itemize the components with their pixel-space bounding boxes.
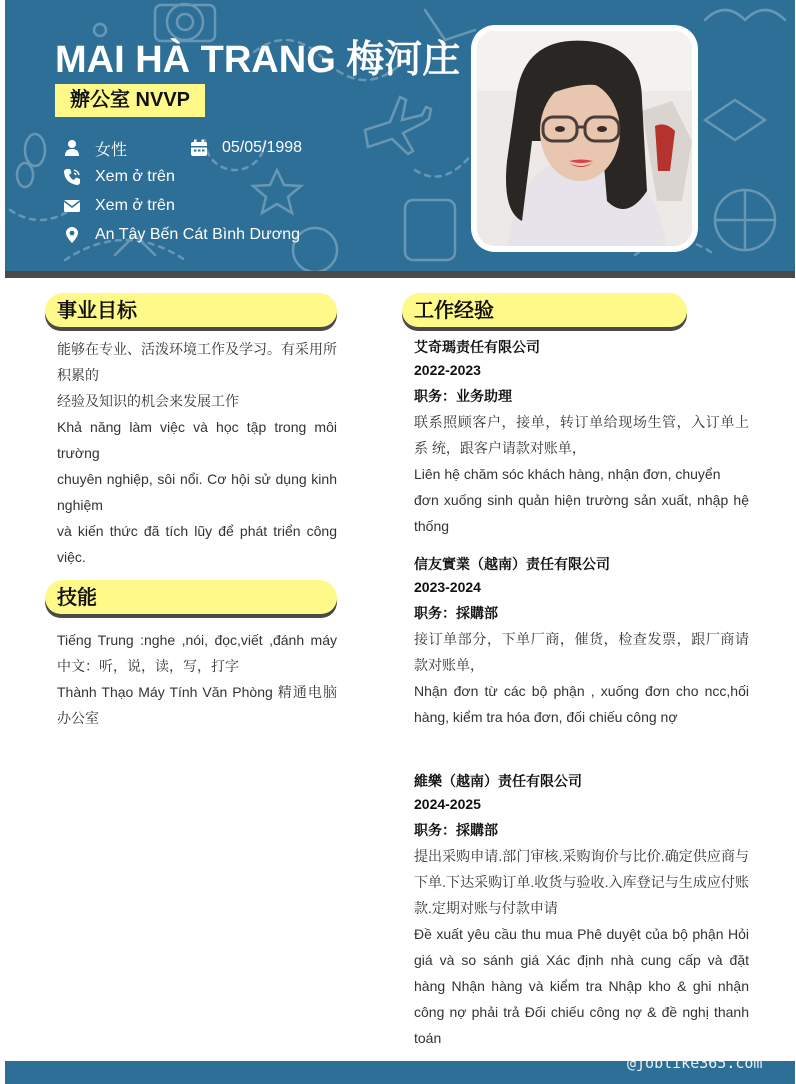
candidate-name: MAI HÀ TRANG 梅河庄 <box>55 39 461 81</box>
job-entry <box>414 770 749 1051</box>
job-description-line: Đề xuất yêu cầu thu mua Phê duyệt của bộ phận Hỏi giá và so sánh giá Xác định nhà cung cấp và đặt hàng Nhận hàng và kiểm tra Nhập kho & ghi nhận công nợ phải trả Đối chiếu công nợ & đề nghị thanh toán <box>414 926 749 1046</box>
resume-page <box>5 0 795 1084</box>
calendar-icon <box>190 139 208 157</box>
skill-line: Thành Thạo Máy Tính Văn Phòng 精通电脑办公室 <box>57 684 337 726</box>
skills-section-title: 技能 <box>45 580 337 614</box>
job-description-line: 接订单部分，下单厂商，催货，检查发票，跟厂商请款对账单， <box>414 631 749 673</box>
watermark-text: @joblike365.com <box>627 1054 763 1072</box>
job-years: 2024-2025 <box>414 796 481 812</box>
birthday-row <box>190 136 302 160</box>
job-title-badge: 辦公室 NVVP <box>55 84 205 117</box>
profile-photo-frame <box>471 25 698 252</box>
skills-text <box>57 627 337 731</box>
job-role: 职务：採購部 <box>414 605 498 621</box>
gender-value: 女性 <box>95 141 128 159</box>
job-description-line: 提出采购申请.部门审核.采购询价与比价.确定供应商与下单.下达采购订单.收货与验收.入库登记与生成应付账款.定期对账与付款申请 <box>414 848 749 916</box>
objective-line: Khả năng làm việc và học tập trong môi trường <box>57 419 337 461</box>
phone-icon <box>63 168 81 186</box>
location-pin-icon <box>63 226 81 244</box>
job-role: 职务：业务助理 <box>414 388 512 404</box>
header-divider-bar <box>5 271 795 278</box>
email-value: Xem ở trên <box>95 197 175 214</box>
address-value: An Tây Bến Cát Bình Dương <box>95 226 301 243</box>
company-name: 艾奇瑪责任有限公司 <box>414 339 540 355</box>
address-row <box>63 223 300 247</box>
email-row <box>63 194 175 218</box>
objective-text <box>57 336 337 570</box>
experience-section-title: 工作经验 <box>402 293 687 327</box>
job-description-line: Nhận đơn từ các bộ phận , xuống đơn cho ncc,hối hàng, kiểm tra hóa đơn, đối chiếu công nợ <box>414 683 749 725</box>
profile-photo <box>477 31 692 246</box>
objective-line: 经验及知识的机会来发展工作 <box>57 393 239 409</box>
phone-value: Xem ở trên <box>95 168 175 185</box>
objective-line: 能够在专业、活泼环境工作及学习。有采用所积累的 <box>57 341 337 383</box>
envelope-icon <box>63 197 81 215</box>
objective-line: và kiến thức đã tích lũy để phát triển công việc. <box>57 523 337 565</box>
objective-section-title: 事业目标 <box>45 293 337 327</box>
job-description-line: 联系照顾客户，接单，转订单给现场生管，入订单上系 统，跟客户请款对账单， <box>414 414 749 456</box>
job-description-line: Liên hệ chăm sóc khách hàng, nhận đơn, chuyển <box>414 466 721 482</box>
phone-row <box>63 165 175 189</box>
birthday-value: 05/05/1998 <box>222 139 303 156</box>
company-name: 維樂（越南）责任有限公司 <box>414 773 582 789</box>
job-role: 职务：採購部 <box>414 822 498 838</box>
person-icon <box>63 139 81 157</box>
objective-line: chuyên nghiệp, sôi nổi. Cơ hội sử dụng kinh nghiệm <box>57 471 337 513</box>
skill-line: Tiếng Trung :nghe ,nói, đọc,viết ,đánh máy 中文：听，说，读，写，打字 <box>57 632 337 674</box>
job-entry <box>414 553 749 730</box>
gender-row <box>63 136 127 160</box>
job-years: 2023-2024 <box>414 579 481 595</box>
resume-header <box>5 0 795 271</box>
job-years: 2022-2023 <box>414 362 481 378</box>
company-name: 信友實業（越南）责任有限公司 <box>414 556 610 572</box>
job-entry <box>414 336 749 539</box>
job-description-line: đơn xuống sinh quản hiện trường sản xuất, nhập hệ thống <box>414 492 749 534</box>
